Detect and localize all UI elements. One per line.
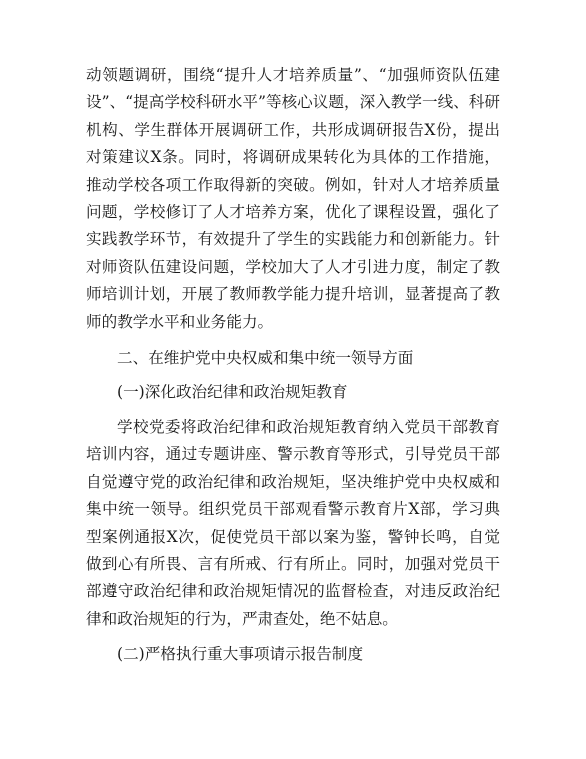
spacer bbox=[86, 336, 500, 345]
subheading-1: (一)深化政治纪律和政治规矩教育 bbox=[117, 383, 348, 402]
subheading-2: (二)严格执行重大事项请示报告制度 bbox=[117, 645, 364, 664]
body-paragraph-continued: 动领题调研，围绕“提升人才培养质量”、“加强师资队伍建设”、“提高学校科研水平”等核心议题，深入教学一线、科研机构、学生群体开展调研工作，共形成调研报告X份，提出对策建议X条。同时，将调研成果转化为具体的工作措施，推动学校各项工作取得新的突破。例如，针对人才培养质量问题，学校修订了人才培养方案，优化了课程设置，强化了实践教学环节，有效提升了学生的实践能力和创新能力。针对师资队伍建设问题，学校加大了人才引进力度，制定了教师培训计划，开展了教师教学能力提升培训，显著提高了教师的教学水平和业务能力。 bbox=[86, 66, 500, 331]
body-paragraph-2: 学校党委将政治纪律和政治规矩教育纳入党员干部教育培训内容，通过专题讲座、警示教育等形式，引导党员干部自觉遵守党的政治纪律和政治规矩，坚决维护党中央权威和集中统一领导。组织党员干部观看警示教育片X部，学习典型案例通报X次，促使党员干部以案为鉴，警钟长鸣，自觉做到心有所畏、言有所戒、行有所止。同时，加强对党员干部遵守政治纪律和政治规矩情况的监督检查，对违反政治纪律和政治规矩的行为，严肃查处，绝不姑息。 bbox=[86, 417, 500, 628]
section-heading: 二、在维护党中央权威和集中统一领导方面 bbox=[117, 349, 414, 368]
spacer bbox=[86, 407, 500, 414]
spacer bbox=[86, 633, 500, 641]
spacer bbox=[86, 372, 500, 379]
document-page bbox=[86, 62, 500, 669]
